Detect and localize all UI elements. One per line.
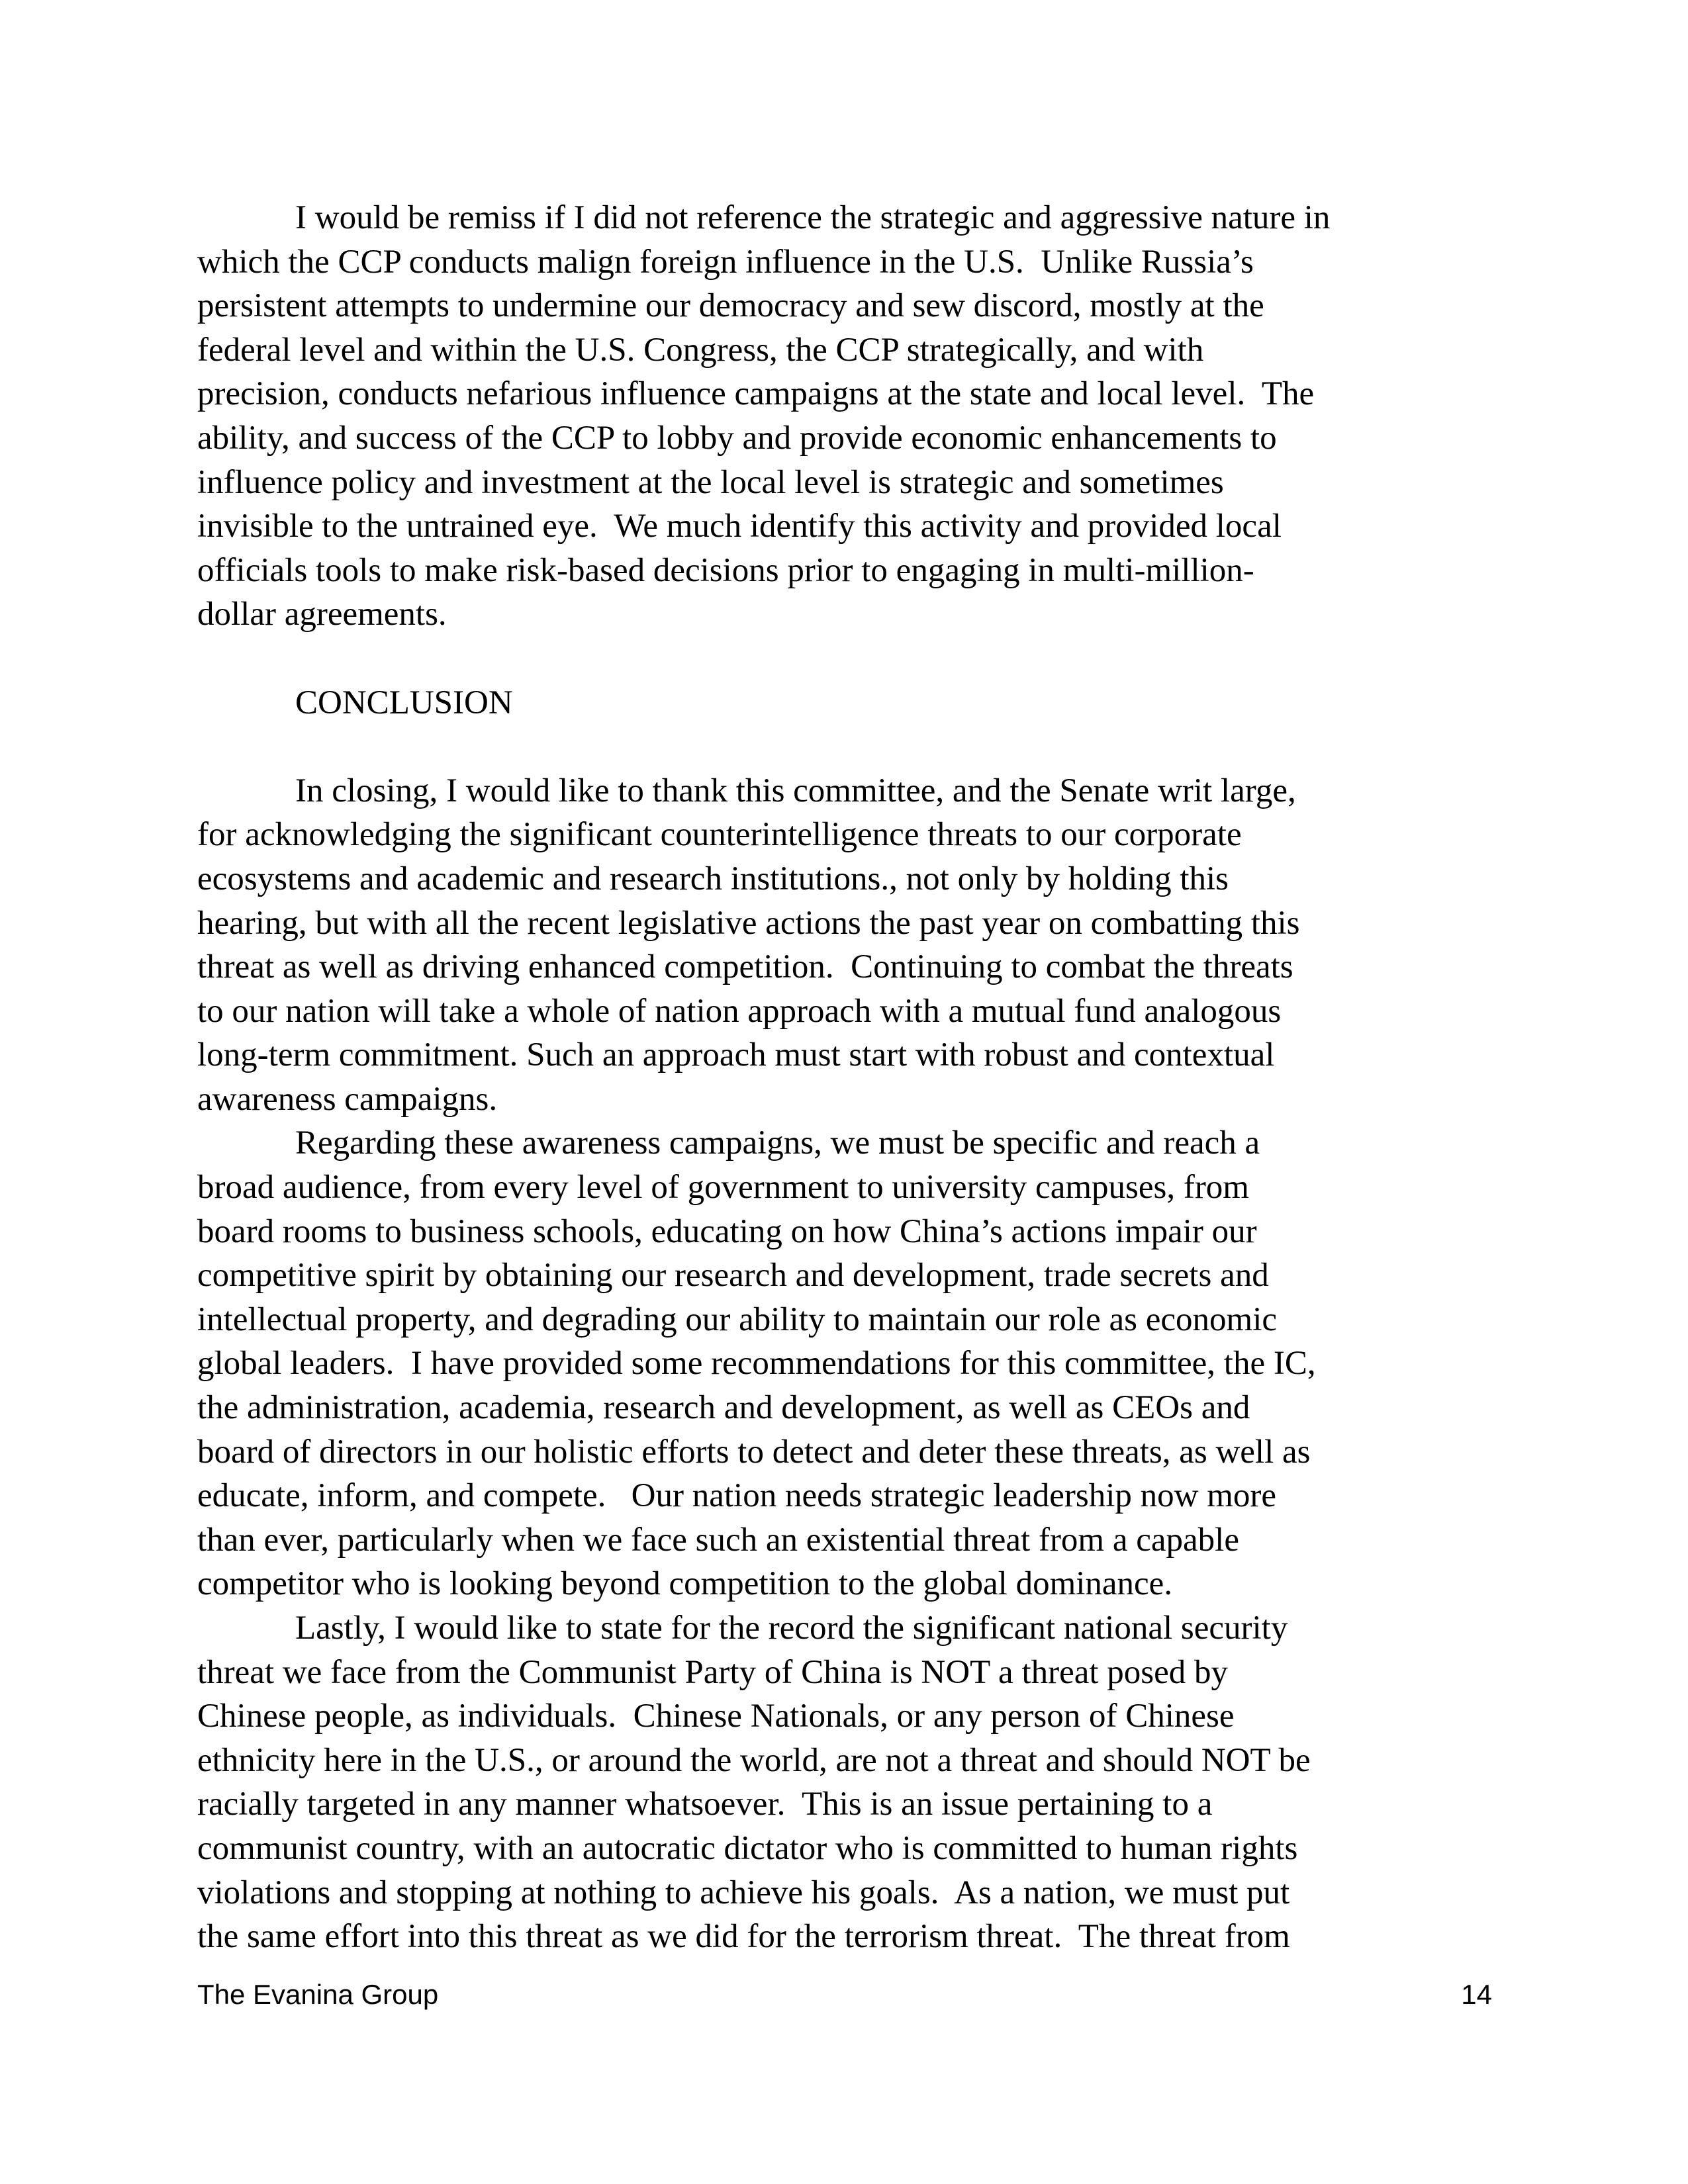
paragraph-lastly (197, 1606, 1495, 1959)
text-line: ecosystems and academic and research institutions., not only by holding this (197, 860, 1229, 897)
text-line: Chinese people, as individuals. Chinese Nationals, or any person of Chinese (197, 1698, 1235, 1735)
text-line: officials tools to make risk-based decisions prior to engaging in multi-million- (197, 551, 1254, 589)
text-line: than ever, particularly when we face such an existential threat from a capable (197, 1521, 1239, 1559)
text-line: long-term commitment. Such an approach must start with robust and contextual (197, 1036, 1275, 1074)
page-number: 14 (1461, 1979, 1492, 2010)
text-line: which the CCP conducts malign foreign influence in the U.S. Unlike Russia’s (197, 243, 1254, 281)
page-footer (197, 1979, 1492, 2011)
section-heading-conclusion: CONCLUSION (295, 684, 513, 721)
text-line: the same effort into this threat as we did for the terrorism threat. The threat from (197, 1918, 1290, 1956)
document-body (197, 196, 1495, 1959)
text-line: to our nation will take a whole of nation approach with a mutual fund analogous (197, 992, 1282, 1030)
footer-organization: The Evanina Group (197, 1979, 439, 2010)
text-line: board rooms to business schools, educating on how China’s actions impair our (197, 1212, 1257, 1250)
paragraph-closing (197, 769, 1495, 1122)
text-line: violations and stopping at nothing to achieve his goals. As a nation, we must put (197, 1874, 1290, 1911)
text-line: threat as well as driving enhanced competition. Continuing to combat the threats (197, 948, 1293, 986)
text-line: awareness campaigns. (197, 1080, 498, 1118)
text-line: competitive spirit by obtaining our research and development, trade secrets and (197, 1257, 1269, 1295)
text-line: federal level and within the U.S. Congress, the CCP strategically, and with (197, 331, 1204, 369)
text-line: threat we face from the Communist Party of China is NOT a threat posed by (197, 1653, 1229, 1691)
text-line: for acknowledging the significant counterintelligence threats to our corporate (197, 816, 1242, 854)
text-line: hearing, but with all the recent legislative actions the past year on combatting this (197, 904, 1300, 942)
text-line: racially targeted in any manner whatsoever. This is an issue pertaining to a (197, 1786, 1213, 1823)
text-line: Lastly, I would like to state for the record the significant national security (295, 1610, 1288, 1647)
text-line: competitor who is looking beyond competition to the global dominance. (197, 1565, 1173, 1603)
text-line: precision, conducts nefarious influence campaigns at the state and local level. The (197, 375, 1315, 413)
text-line: persistent attempts to undermine our democracy and sew discord, mostly at the (197, 287, 1264, 325)
text-line: influence policy and investment at the local level is strategic and sometimes (197, 463, 1224, 501)
text-line: ability, and success of the CCP to lobby and provide economic enhancements to (197, 419, 1277, 457)
text-line: dollar agreements. (197, 596, 447, 633)
text-line: I would be remiss if I did not reference the strategic and aggressive nature in (295, 199, 1331, 236)
spacer (197, 725, 1495, 769)
text-line: board of directors in our holistic efforts to detect and deter these threats, as well as (197, 1433, 1311, 1471)
text-line: invisible to the untrained eye. We much identify this activity and provided local (197, 508, 1282, 545)
paragraph-awareness-campaigns (197, 1121, 1495, 1606)
text-line: global leaders. I have provided some recommendations for this committee, the IC, (197, 1345, 1316, 1383)
text-line: the administration, academia, research and development, as well as CEOs and (197, 1389, 1250, 1427)
text-line: intellectual property, and degrading our ability to maintain our role as economic (197, 1300, 1278, 1338)
paragraph-remiss (197, 196, 1495, 637)
text-line: communist country, with an autocratic dictator who is committed to human rights (197, 1829, 1298, 1867)
text-line: In closing, I would like to thank this committee, and the Senate writ large, (295, 772, 1296, 809)
text-line: educate, inform, and compete. Our nation needs strategic leadership now more (197, 1477, 1277, 1515)
spacer (197, 637, 1495, 681)
text-line: ethnicity here in the U.S., or around the world, are not a threat and should NOT be (197, 1741, 1311, 1779)
text-line: broad audience, from every level of government to university campuses, from (197, 1169, 1249, 1206)
text-line: Regarding these awareness campaigns, we must be specific and reach a (295, 1124, 1260, 1162)
